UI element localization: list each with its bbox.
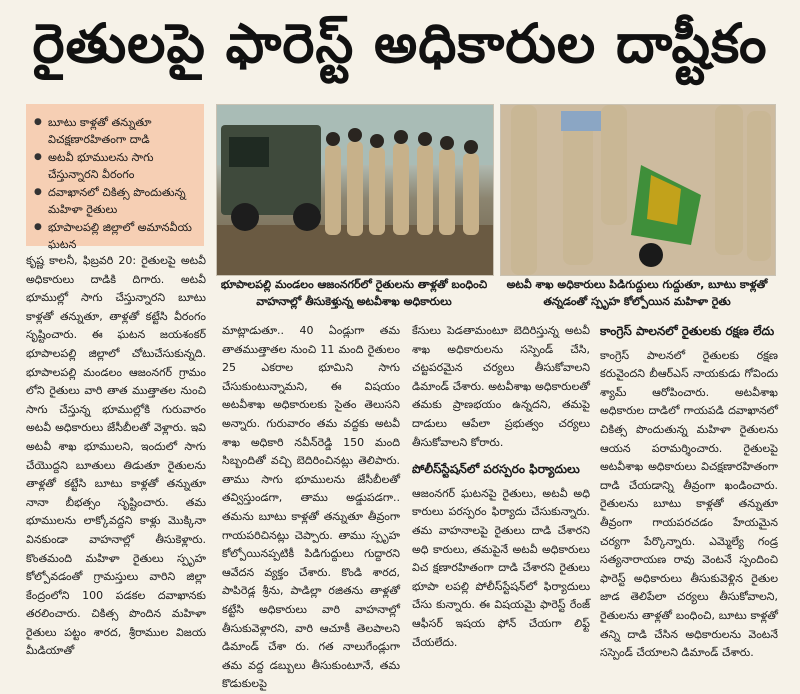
highlights-box <box>26 104 204 251</box>
article-paragraph: కేసులు పెడతామంటూ బెదిరిస్తున్న అటవీ శాఖ అధికారులను సస్పెండ్ చేసి, చట్టపరమైన చర్యలు తీసుకోవాలని డిమాండ్ చేశారు. అటవీశాఖ అధికారులతో తమకు ప్రాణభయం ఉన్నదని, తమపై దాడులు ఆపేలా ప్రభుత్వం చర్యలు తీసుకోవాలని కోరారు. <box>412 324 590 449</box>
article-column-2 <box>222 322 400 694</box>
article-paragraph: కాంగ్రెస్ పాలనలో రైతులకు రక్షణ కరువైందని బీఆర్‌ఎస్ నాయకుడు గోవిందు శ్యామ్ ఆరోపించారు. అటవీశాఖ అధికారుల దాడిలో గాయపడి దవాఖానలో చికిత్స పొందుతున్న మహిళా రైతులను ఆయన పరామర్శించారు. రైతులపై అటవీశాఖ అధికారులు విచక్షణారహితంగా దాడి చేయడాన్ని తీవ్రంగా ఖండించారు. రైతులను బూటు కాళ్లతో తన్నుతూ తీవ్రంగా గాయపరచడం హేయమైన చర్యగా పేర్కొన్నారు. ఎమ్మెల్యే గండ్ర సత్యనారాయణ రావు వెంటనే స్పందించి ఫారెస్ట్ అధికారులు తీసుకువెళ్లిన రైతుల జాడ తెలిపేలా చర్యలు తీసుకోవాలని, రైతులను తాళ్లతో బంధించి, బూటు కాళ్లతో తన్ని దాడి చేసిన అధికారులను వెంటనే సస్పెండ్ చేయాలని డిమాండ్ చేశారు. <box>600 348 778 660</box>
photo-farmers-arrest-illustration <box>217 105 493 275</box>
highlight-item: ● భూపాలపల్లి జిల్లాలో అమానవీయ ఘటన <box>34 219 198 253</box>
photo-caption-left: భూపాలపల్లి మండలం ఆజంనగర్‌లో రైతులను తాళ్లతో బంధించి వాహనాల్లో తీసుకెళ్తున్న అటవీశాఖ అధికారులు <box>220 278 488 308</box>
article-paragraph: కృష్ణ కాలనీ, ఫిబ్రవరి 20: రైతులపై అటవీ అధికారులు దాడికి దిగారు. అటవీ భూముల్లో సాగు చేస్తున్నారని బూటు కాళ్లతో తన్నుతూ, తాళ్లతో కట్టేసి వీరంగం సృష్టించారు. ఈ ఘటన జయశంకర్ భూపాలపల్లి జిల్లాలో చోటుచేసుకున్నది. భూపాలపల్లి మండలం ఆజంనగర్ గ్రామం లోని రైతులు వారి తాత ముత్తాతల నుంచి సాగు చేస్తున్న భూముల్లోకి గురువారం అటవీ అధికారులు జేసీబీలతో వెళ్లారు. ఇవి అటవీ శాఖ భూములని, ఇందులో సాగు చేయొద్దని బూతులు తిడుతూ రైతులను తాళ్లతో కట్టేసి బూటు కాళ్లతో తన్నుతూ నానా బీభత్సం సృష్టించారు. తమ భూములను లాక్కోవద్దని కాళ్లు మొక్కినా వినకుండా వాహనాల్లో తీసుకెళ్లారు. కొంతమంది మహిళా రైతులు స్పృహ కోల్పోవడంతో గ్రామస్తులు వారిని జిల్లా కేంద్రంలోని 100 పడకల దవాఖానకు తరలించారు. చికిత్స పొందిన మహిళా రైతులు పట్టం శారద, శ్రీరాముల విజయ మీడియాతో <box>26 254 206 658</box>
article-paragraph: ఆజంనగర్ ఘటనపై రైతులు, అటవీ అధి కారులు పరస్పరం ఫిర్యాదు చేసుకున్నారు. తమ వాహనాలపై రైతులు దాడి చేశారని అధి కారులు, తమపైనే అటవీ అధికారులు విచ క్షణారహితంగా దాడి చేశారని రైతులు భూపా లపల్లి పోలీస్‌స్టేషన్‌లో ఫిర్యాదులు చేసు కున్నారు. ఈ విషయమై ఫారెస్ట్ రేంజ్ ఆఫీసర్ ఇషయ ఫోన్ చేయగా లిఫ్ట్ చేయలేదు. <box>412 486 590 649</box>
highlight-item: ● బూటు కాళ్లతో తన్నుతూ విచక్షణారహితంగా దాడి <box>34 114 198 148</box>
photo-caption-right: అటవీ శాఖ అధికారులు పిడిగుద్దులు గుద్దుతూ, బూటు కాళ్లతో తన్నడంతో స్పృహ కోల్పోయిన మహిళా రైతు <box>506 278 768 308</box>
article-paragraph: మాట్లాడుతూ.. 40 ఏండ్లుగా తమ తాతముత్తాతల నుంచి 11 మంది రైతులం 25 ఎకరాల భూమిని సాగు చేసుకుంటున్నామని, ఈ విషయం అటవీశాఖ అధికారులకు సైతం తెలుసని అన్నారు. గురువారం తమ వద్దకు అటవీ శాఖ అధికారి నవీన్‌రెడ్డి 150 మంది సిబ్బందితో వచ్చి బెదిరించినట్లు తెలిపారు. తాము సాగు భూములను జేసీబీలతో తవ్విస్తుండగా, తాము అడ్డుపడగా.. తమను బూటు కాళ్లతో తన్నుతూ తీవ్రంగా గాయపరిచినట్లు చెప్పారు. తాము స్పృహ కోల్పోయినప్పటికీ పిడిగుద్దులు గుద్దారని ఆవేదన వ్యక్తం చేశారు. కొండి శారద, పాపిరెడ్ల శ్రీను, పాడిల్లా రజితను తాళ్లతో కట్టేసి అధికారులు వారి వాహనాల్లో తీసుకువెళ్లారని, వారి ఆచూకీ తెలపాలని డిమాండ్ చేశా రు. గత నాలుగేండ్లుగా తమ వద్ద డబ్బులు తీసుకుంటూనే, తమ కొడుకులపై <box>222 324 400 691</box>
article-column-3 <box>412 322 590 652</box>
photo-woman-farmer-unconscious <box>500 104 776 276</box>
highlight-item: ● అటవీ భూములను సాగు చేస్తున్నారని వీరంగం <box>34 149 198 183</box>
photo-farmers-arrest <box>216 104 494 276</box>
photo-woman-farmer-illustration <box>501 105 775 275</box>
section-subheading: కాంగ్రెస్ పాలనలో రైతులకు రక్షణ లేదు <box>600 324 775 338</box>
article-column-4 <box>600 322 778 663</box>
section-subheading: పోలీస్‌స్టేషన్‌లో పరస్పరం ఫిర్యాదులు <box>412 462 580 477</box>
page-title: రైతులపై ఫారెస్ట్ అధికారుల దాష్టీకం <box>32 11 768 75</box>
article-column-1 <box>26 252 206 661</box>
highlight-item: ● దవాఖానలో చికిత్స పొందుతున్న మహిళా రైతులు <box>34 184 198 218</box>
